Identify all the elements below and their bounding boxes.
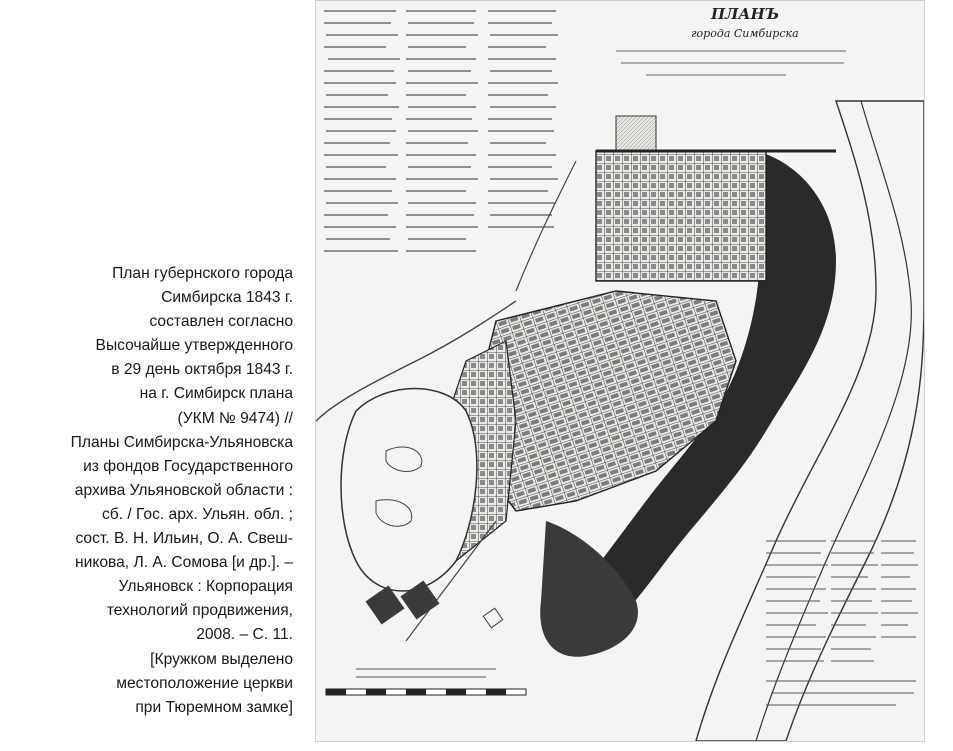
caption-line: [Кружком выделено (150, 650, 293, 668)
caption-line: из фондов Государственного (83, 457, 293, 475)
map-title-cartouche (616, 5, 846, 75)
caption-line: при Тюремном замке] (135, 698, 293, 716)
caption-line: сост. В. Н. Ильин, О. А. Свеш- (75, 530, 293, 548)
caption-line: Планы Симбирска-Ульяновска (70, 433, 293, 451)
caption-line: 2008. – С. 11. (196, 626, 293, 644)
caption-line: технологий продвижения, (106, 602, 293, 620)
map-subtitle: города Симбирска (691, 27, 799, 40)
legend-top-left (324, 11, 558, 251)
map-caption (0, 262, 293, 720)
outlying-blocks (366, 581, 503, 628)
caption-line: План губернского города (112, 265, 293, 282)
map-drawing (316, 1, 924, 741)
scale-bar (326, 689, 526, 695)
caption-line: составлен согласно (149, 313, 293, 331)
caption-line: (УКМ № 9474) // (177, 409, 293, 427)
caption-line: Ульяновск : Корпорация (118, 578, 293, 596)
map-title: ПЛАНЪ (711, 5, 780, 23)
caption-line: Симбирска 1843 г. (161, 289, 293, 307)
meadow-lake (341, 389, 477, 592)
caption-line: архива Ульяновской области : (74, 481, 293, 499)
caption-line: никова, Л. А. Сомова [и др.]. – (75, 554, 293, 572)
caption-line: на г. Симбирск плана (139, 385, 293, 403)
caption-line: сб. / Гос. арх. Ульян. обл. ; (101, 505, 293, 523)
historic-city-map (315, 0, 925, 742)
caption-line: местоположение церкви (116, 674, 293, 692)
city-blocks-north (596, 151, 766, 281)
caption-line: в 29 день октября 1843 г. (111, 361, 293, 379)
caption-line: Высочайше утвержденного (95, 337, 293, 355)
